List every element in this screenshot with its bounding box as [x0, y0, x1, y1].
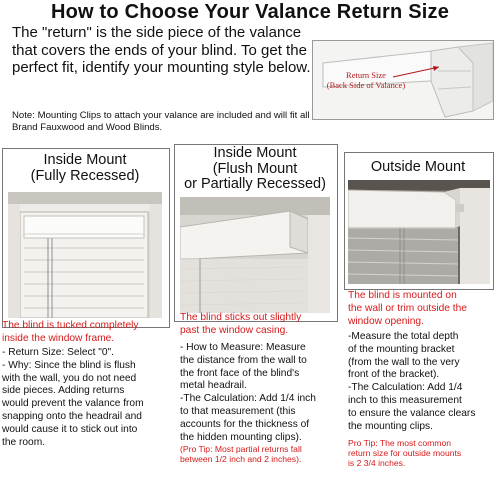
return-size-label-line2: (Back Side of Valance) — [326, 80, 406, 90]
outside-heading: Outside Mount — [370, 159, 466, 175]
intro-text: The "return" is the side piece of the valance that covers the ends of your blind. To get the perfect fit, identify your mounting style below. — [12, 24, 311, 76]
outside-pro-line2: return size for outside mounts — [348, 448, 462, 458]
return-size-label-line1: Return Size — [346, 70, 386, 80]
inside-full-body-line: snapping onto the headrail and — [2, 410, 142, 422]
inside-flush-pro-tip — [180, 444, 344, 464]
inside-full-body-line: - Why: Since the blind is flush — [2, 359, 136, 371]
inside-full-heading-line1: Inside Mount — [43, 152, 127, 168]
inside-full-body — [2, 347, 174, 449]
outside-red-line1: The blind is mounted on — [348, 290, 457, 301]
inside-flush-red-text — [180, 312, 344, 338]
outside-pro-line3: is 2 3/4 inches. — [348, 458, 406, 468]
inside-flush-body-line: accounts for the thickness of — [180, 418, 310, 430]
inside-flush-red-line2: past the window casing. — [180, 324, 289, 336]
inside-flush-body-line: to that measurement (this — [180, 405, 296, 417]
outside-pro-tip — [348, 438, 500, 468]
inside-flush-body-line: - How to Measure: Measure — [180, 342, 306, 353]
inside-full-heading-line2: (Fully Recessed) — [30, 167, 140, 184]
inside-flush-photo — [180, 197, 330, 313]
outside-pro-line1: Pro Tip: The most common — [348, 438, 452, 448]
inside-flush-body-line: the distance from the wall to — [180, 354, 307, 366]
inside-full-red-text — [2, 320, 174, 346]
inside-full-body-line: - Return Size: Select "0". — [2, 347, 114, 358]
outside-body-line: -Measure the total depth — [348, 331, 459, 342]
inside-flush-heading-line2: (Flush Mount — [212, 160, 298, 177]
outside-red-line2: the wall or trim outside the — [348, 302, 467, 314]
inside-full-heading — [2, 153, 168, 184]
inside-flush-body-line: metal headrail. — [180, 380, 247, 392]
inside-full-body-line: would prevent the valance from — [2, 398, 144, 410]
inside-full-body-line: side pieces. Adding returns — [2, 385, 125, 397]
inside-flush-heading-line1: Inside Mount — [213, 145, 297, 161]
inside-flush-pro-line2: between 1/2 inch and 2 inches). — [180, 454, 302, 464]
outside-body-line: front of the bracket). — [348, 369, 440, 381]
outside-body-line: inch to this measurement — [348, 394, 462, 406]
outside-photo — [348, 180, 490, 284]
outside-body-line: -The Calculation: Add 1/4 — [348, 382, 463, 394]
outside-body-line: of the mounting bracket — [348, 343, 455, 355]
inside-full-body-line: with the wall, you do not need — [2, 372, 137, 384]
outside-red-text — [348, 290, 498, 328]
inside-full-body-line: the room. — [2, 436, 46, 448]
page-title: How to Choose Your Valance Return Size — [50, 1, 450, 23]
inside-full-red-line1: The blind is tucked completely — [2, 320, 139, 331]
outside-body-line: (from the wall to the very — [348, 356, 460, 368]
inside-full-photo — [8, 192, 162, 318]
outside-body-line: to ensure the valance clears — [348, 407, 476, 419]
inside-full-body-line: would cause it to stick out into — [2, 423, 138, 435]
return-size-label — [316, 70, 416, 90]
inside-flush-body-line: the hidden mounting clips). — [180, 431, 302, 443]
outside-red-line3: window opening. — [348, 315, 424, 327]
inside-flush-heading-line3: or Partially Recessed) — [184, 176, 326, 192]
inside-flush-body-line: -The Calculation: Add 1/4 inch — [180, 393, 316, 405]
outside-body-line: the mounting clips. — [348, 420, 433, 432]
mounting-clips-note: Note: Mounting Clips to attach your valance are included and will fit all Brand Fauxwood and Wood Blinds. — [12, 110, 310, 133]
inside-flush-body-line: the front face of the blind's — [180, 367, 300, 379]
inside-flush-pro-line1: (Pro Tip: Most partial returns fall — [180, 444, 302, 454]
inside-flush-red-line1: The blind sticks out slightly — [180, 312, 302, 323]
inside-flush-body — [180, 342, 344, 444]
inside-full-red-line2: inside the window frame. — [2, 332, 115, 344]
inside-flush-heading — [174, 146, 336, 193]
outside-body — [348, 331, 500, 433]
